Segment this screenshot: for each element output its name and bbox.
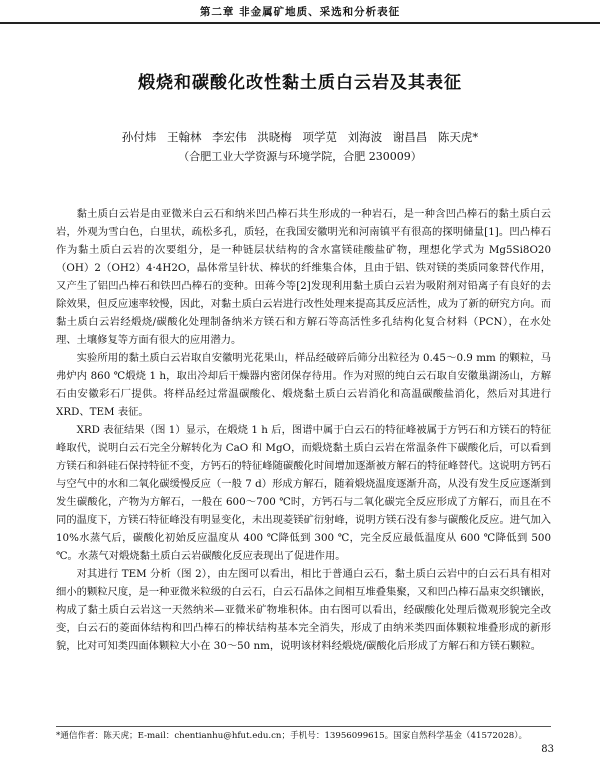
- header-rule: [0, 22, 600, 24]
- paragraph-intro: 黏土质白云岩是由亚微米白云石和纳米凹凸棒石共生形成的一种岩石，是一种含凹凸棒石的黏土质白云岩，外观为雪白色，白里状，疏松多孔，质轻，在我国安徽明光和河南镇平有很高的探明储量[1]。凹凸棒石作为黏土质白云岩的次要组分，是一种链层状结构的含水富镁硅酸盐矿物，理想化学式为 Mg5Si8O20（OH）2（OH2）4·4H2O，晶体常呈针状、棒状的纤维集合体，且由于铝、铁对镁的类质同象替代作用，又产生了铝凹凸棒石和铁凹凸棒石的变种。田蒋今等[2]发现利用黏土质白云岩为吸附剂对铅离子有良好的去除效果，但反应速率较慢，因此，对黏土质白云岩进行改性处理来提高其反应活性，成为了新的研究方向。而黏土质白云岩经煅烧/碳酸化处理制备纳米方镁石和方解石等高活性多孔结构化复合材料（PCN），在水处理、土壤修复等方面有很大的应用潜力。: [56, 208, 551, 346]
- author-list: 孙付炜 王翰林 李宏伟 洪晓梅 项学苋 刘海波 谢昌昌 陈天虎*: [121, 130, 479, 144]
- affiliation: （合肥工业大学资源与环境学院，合肥 230009）: [178, 150, 422, 163]
- running-header: 第二章 非金属矿地质、采选和分析表征: [199, 6, 401, 18]
- body-text: [56, 205, 551, 655]
- page-number: 83: [541, 744, 554, 755]
- paragraph-xrd-results: XRD 表征结果（图 1）显示，在煅烧 1 h 后，图谱中属于白云石的特征峰被属于方钙石和方镁石的特征峰取代，说明白云石完全分解转化为 CaO 和 MgO，而煅烧黏土质白云岩在常温条件下碳酸化后，可以看到方镁石和斜硅石保持特征不变，方钙石的特征峰随碳酸化时间增加逐渐被方解石的特征峰替代。这说明方钙石与空气中的水和二氧化碳缓慢反应（一般 7 d）形成方解石，随着煅烧温度逐渐升高，从没有发生反应逐渐到发生碳酸化，产物为方解石，一般在 600～700 ℃时，方钙石与二氧化碳完全反应形成了方解石，而且在不同的温度下，方镁石特征峰没有明显变化，未出现菱镁矿衍射峰，说明方镁石没有参与碳酸化反应。进气加入 10%水蒸气后，碳酸化初始反应温度从 400 ℃降低到 300 ℃，完全反应最低温度从 600 ℃降低到 500 ℃。水蒸气对煅烧黏土质白云岩碳酸化反应表现出了促进作用。: [56, 424, 551, 562]
- paper-title: 煅烧和碳酸化改性黏土质白云岩及其表征: [138, 73, 462, 93]
- paragraph-methods: 实验所用的黏土质白云岩取自安徽明光花果山，样品经破碎后筛分出粒径为 0.45～0.9 mm 的颗粒，马弗炉内 860 ℃煅烧 1 h，取出冷却后干燥器内密闭保存待用。作为对照的纯白云石取自安徽巢湖汤山，方解石由安徽彩石厂提供。将样品经过常温碳酸化、煅烧黏土质白云岩消化和高温碳酸盐消化，然后对其进行 XRD、TEM 表征。: [56, 352, 551, 418]
- footnote: *通信作者：陈天虎；E-mail：chentianhu@hfut.edu.cn；手机号：13956099615。国家自然科学基金（41572028）。: [56, 731, 528, 741]
- footnote-rule: [56, 726, 551, 727]
- paragraph-tem-results: 对其进行 TEM 分析（图 2），由左图可以看出，相比于普通白云石，黏土质白云岩中的白云石具有相对细小的颗粒尺度，是一种亚微米粒级的白云石，白云石晶体之间相互堆叠集聚，又和凹凸棒石晶束交织镶嵌，构成了黏土质白云岩这一天然纳米—亚微米矿物堆积体。由右图可以看出，经碳酸化处理后微观形貌完全改变，白云石的菱面体结构和凹凸棒石的棒状结构基本完全消失，形成了由纳米类四面体颗粒堆叠形成的新形貌，比对可知类四面体颗粒大小在 30～50 nm，说明该材料经煅烧/碳酸化后形成了方解石和方镁石颗粒。: [56, 568, 551, 652]
